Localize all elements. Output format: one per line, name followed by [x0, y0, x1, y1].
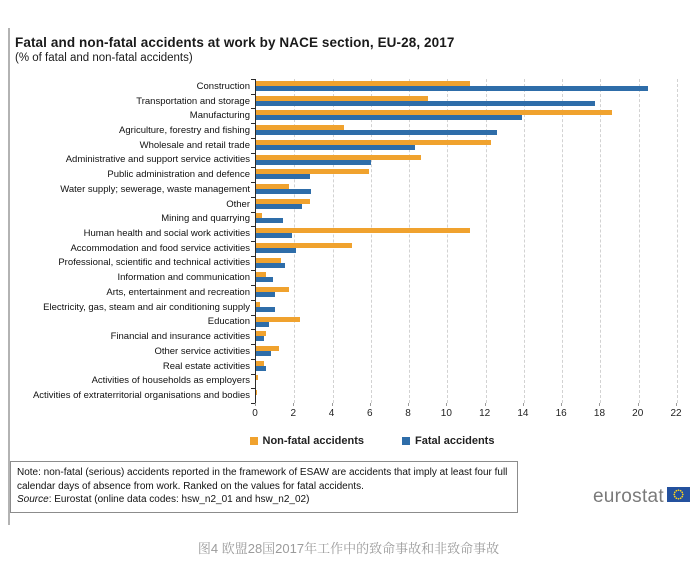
x-tick-mark	[370, 403, 371, 406]
category-label: Professional, scientific and technical activities	[58, 257, 250, 269]
chart-figure	[10, 28, 692, 513]
category-label: Mining and quarrying	[161, 213, 250, 225]
bar	[256, 189, 311, 194]
legend-swatch	[250, 437, 258, 445]
bar	[256, 174, 310, 179]
y-tick-mark	[251, 374, 255, 375]
x-tick-label: 18	[593, 408, 606, 419]
x-tick-mark	[446, 403, 447, 406]
category-label: Agriculture, forestry and fishing	[119, 125, 250, 137]
y-tick-mark	[251, 256, 255, 257]
category-label: Public administration and defence	[107, 169, 250, 181]
x-tick-mark	[676, 403, 677, 406]
bar-row	[256, 270, 676, 285]
category-label: Education	[207, 316, 250, 328]
x-tick-mark	[638, 403, 639, 406]
bar-row	[256, 315, 676, 330]
eu-flag-icon	[667, 487, 690, 507]
bar	[256, 86, 648, 91]
bar	[256, 130, 497, 135]
bar-chart	[10, 79, 692, 403]
gridline	[677, 79, 678, 403]
y-tick-mark	[251, 167, 255, 168]
category-label: Construction	[196, 80, 250, 92]
category-label: Administrative and support service activities	[65, 154, 250, 166]
bar-row	[256, 285, 676, 300]
bar-row	[256, 153, 676, 168]
y-tick-mark	[251, 285, 255, 286]
bar	[256, 292, 275, 297]
bar-row	[256, 300, 676, 315]
bar-row	[256, 123, 676, 138]
category-labels	[10, 79, 255, 403]
bar	[256, 101, 595, 106]
y-tick-mark	[251, 123, 255, 124]
x-tick-label: 0	[252, 408, 258, 419]
bar	[256, 115, 522, 120]
category-label: Other service activities	[154, 345, 250, 357]
y-tick-mark	[251, 300, 255, 301]
bar	[256, 248, 296, 253]
category-label: Other	[226, 198, 250, 210]
chart-title: Fatal and non-fatal accidents at work by NACE section, EU-28, 2017	[15, 35, 455, 50]
y-tick-mark	[251, 182, 255, 183]
bar	[256, 336, 264, 341]
bar-row	[256, 211, 676, 226]
x-tick-mark	[408, 403, 409, 406]
bar	[256, 233, 292, 238]
x-tick-mark	[485, 403, 486, 406]
x-tick-mark	[561, 403, 562, 406]
category-label: Electricity, gas, steam and air conditioning supply	[43, 301, 250, 313]
category-label: Water supply; sewerage, waste management	[60, 183, 250, 195]
y-tick-mark	[251, 153, 255, 154]
category-label: Human health and social work activities	[83, 228, 250, 240]
category-label: Activities of extraterritorial organisations and bodies	[32, 389, 250, 401]
x-tick-mark	[523, 403, 524, 406]
plot-area	[255, 79, 676, 403]
bar-row	[256, 241, 676, 256]
x-tick-label: 8	[405, 408, 411, 419]
bar-row	[256, 182, 676, 197]
x-tick-mark	[293, 403, 294, 406]
bar-row	[256, 359, 676, 374]
note-text: Note: non-fatal (serious) accidents reported in the framework of ESAW are accidents that imply at least four full calendar days of absence from work. Ranked on the values for fatal accidents.	[17, 467, 508, 492]
legend-item	[250, 435, 364, 447]
x-tick-label: 22	[670, 408, 682, 419]
source-rest: : Eurostat (online data codes: hsw_n2_01 and hsw_n2_02)	[48, 494, 310, 505]
x-tick-label: 16	[555, 408, 567, 419]
source-label: Source	[17, 494, 49, 505]
category-label: Wholesale and retail trade	[139, 139, 250, 151]
y-tick-mark	[251, 226, 255, 227]
x-tick-label: 4	[328, 408, 335, 419]
bar-row	[256, 94, 676, 109]
bar	[256, 375, 258, 380]
legend-label: Non-fatal accidents	[262, 435, 364, 447]
bar-row	[256, 197, 676, 212]
y-tick-mark	[251, 241, 255, 242]
x-tick-mark	[255, 403, 256, 406]
x-tick-label: 10	[440, 408, 452, 419]
x-tick-label: 20	[632, 408, 644, 419]
bar-row	[256, 167, 676, 182]
category-label: Activities of households as employers	[91, 375, 250, 387]
bar-row	[256, 108, 676, 123]
y-tick-mark	[251, 94, 255, 95]
x-tick-label: 2	[290, 408, 297, 419]
x-tick-label: 6	[367, 408, 373, 419]
y-tick-mark	[251, 344, 255, 345]
bar-row	[256, 256, 676, 271]
bar	[256, 145, 415, 150]
chart-legend	[10, 435, 692, 447]
x-tick-label: 12	[479, 408, 491, 419]
y-tick-mark	[251, 270, 255, 271]
bar-row	[256, 329, 676, 344]
x-tick-mark	[332, 403, 333, 406]
category-label: Real estate activities	[162, 360, 250, 372]
bar	[256, 366, 266, 371]
figure-caption: 图4 欧盟28国2017年工作中的致命事故和非致命事故	[197, 541, 500, 556]
x-tick-label: 14	[517, 408, 529, 419]
bar	[256, 277, 273, 282]
bar	[256, 322, 269, 327]
legend-item	[402, 435, 494, 447]
bar-row	[256, 79, 676, 94]
category-label: Manufacturing	[189, 110, 250, 122]
bar-row	[256, 388, 676, 403]
category-label: Financial and insurance activities	[110, 331, 250, 343]
y-tick-mark	[251, 359, 255, 360]
x-tick-mark	[599, 403, 600, 406]
y-tick-mark	[251, 79, 255, 80]
category-label: Information and communication	[117, 272, 250, 284]
bar-row	[256, 344, 676, 359]
y-tick-mark	[251, 315, 255, 316]
y-tick-mark	[251, 212, 255, 213]
legend-swatch	[402, 437, 410, 445]
y-tick-mark	[251, 138, 255, 139]
bar	[256, 351, 271, 356]
legend-label: Fatal accidents	[414, 435, 495, 447]
bar	[256, 204, 302, 209]
category-label: Accommodation and food service activities	[70, 242, 250, 254]
bar	[256, 160, 371, 165]
bar	[256, 263, 285, 268]
source-text	[17, 493, 511, 507]
note-box	[10, 461, 518, 513]
y-tick-mark	[251, 388, 255, 389]
eurostat-logo	[593, 486, 690, 508]
y-tick-mark	[251, 197, 255, 198]
bar-row	[256, 138, 676, 153]
category-label: Arts, entertainment and recreation	[106, 286, 250, 298]
bar	[256, 218, 283, 223]
x-axis	[252, 403, 682, 423]
bar-row	[256, 226, 676, 241]
bar-row	[256, 373, 676, 388]
eurostat-logo-text: eurostat	[592, 486, 664, 507]
y-tick-mark	[251, 329, 255, 330]
bar	[256, 307, 275, 312]
y-tick-mark	[251, 108, 255, 109]
chart-subtitle: (% of fatal and non-fatal accidents)	[15, 52, 193, 64]
category-label: Transportation and storage	[136, 95, 250, 107]
bar	[256, 390, 257, 395]
